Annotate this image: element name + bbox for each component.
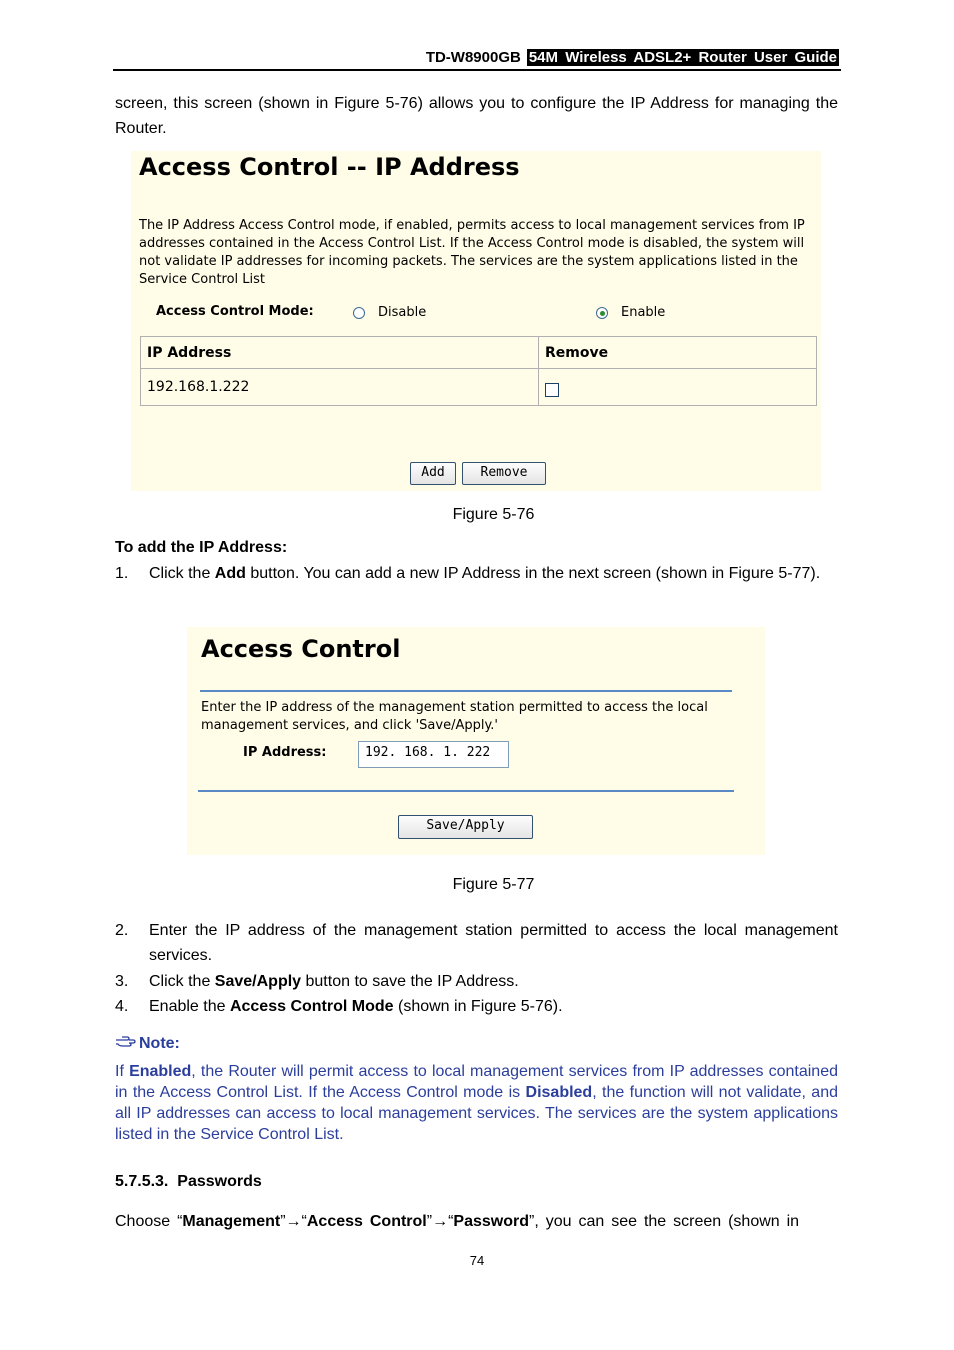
choose-password: Password	[453, 1213, 529, 1230]
disable-radio[interactable]	[353, 307, 365, 319]
page-number: 74	[469, 1253, 485, 1268]
step-3	[115, 969, 838, 994]
step-4	[115, 994, 838, 1019]
column-header-ip-address: IP Address	[141, 337, 539, 369]
step-4-bold: Access Control Mode	[229, 998, 394, 1015]
step-2-number: 2.	[115, 922, 129, 939]
remove-button[interactable]: Remove	[462, 462, 546, 485]
step-1-pre: Click the	[149, 565, 215, 582]
page-header	[426, 49, 839, 66]
figure77-caption: Figure 5-77	[452, 876, 535, 893]
note-text	[115, 1061, 838, 1145]
note-t1: If	[115, 1063, 130, 1080]
figure76-description: The IP Address Access Control mode, if enabled, permits access to local management services from IP addresses contained in the Access Control List. If the Access Control mode is disabled, the system will not validate IP addresses for incoming packets. The services are the system applications listed in the Service Control List	[139, 218, 805, 287]
header-guide-title: 54M Wireless ADSL2+ Router User Guide	[528, 49, 837, 66]
note-t3: , the function will not validate, and all IP addresses can access to local management services. The services are the system applications listed in the Service Control List.	[115, 1084, 838, 1143]
step-2	[115, 918, 838, 968]
step-1-number: 1.	[115, 565, 129, 582]
step-4-text	[149, 994, 838, 1019]
choose-t2: ”, you can see the screen (shown in	[529, 1213, 800, 1230]
figure-5-76	[131, 151, 821, 491]
remove-checkbox[interactable]	[545, 383, 559, 397]
save-apply-button[interactable]: Save/Apply	[398, 815, 533, 839]
note-t2: , the Router will permit access to local management services from IP addresses contained in the Access Control List. If the Access Control mode is	[115, 1063, 838, 1101]
figure77-top-rule	[200, 690, 732, 692]
choose-arrow-1: ”→“	[280, 1213, 307, 1230]
figure76-caption: Figure 5-76	[452, 506, 535, 523]
note-label: Note:	[139, 1035, 180, 1052]
choose-paragraph	[115, 1209, 838, 1234]
table-row	[141, 369, 817, 406]
subsection-number: 5.7.5.3.	[115, 1173, 169, 1190]
intro-paragraph: screen, this screen (shown in Figure 5-76) allows you to configure the IP Address for managing the Router.	[115, 95, 838, 137]
step-4-post: (shown in Figure 5-76).	[393, 998, 563, 1015]
figure77-bottom-rule	[198, 790, 734, 792]
section-heading: To add the IP Address:	[115, 539, 288, 556]
pointing-hand-svg	[115, 1034, 137, 1048]
add-button[interactable]: Add	[410, 462, 456, 485]
header-model: TD-W8900GB	[425, 49, 521, 66]
step-2-text: Enter the IP address of the management station permitted to access the local management services.	[149, 922, 838, 964]
disable-radio-label: Disable	[378, 305, 427, 320]
choose-arrow-2: ”→“	[426, 1213, 454, 1230]
subsection-heading	[115, 1173, 262, 1191]
header-rule	[113, 69, 841, 71]
figure76-title: Access Control -- IP Address	[139, 153, 520, 181]
note-disabled: Disabled	[525, 1084, 593, 1101]
step-3-bold: Save/Apply	[214, 973, 302, 990]
step-4-number: 4.	[115, 998, 129, 1015]
column-header-remove: Remove	[539, 337, 817, 369]
step-1-text	[149, 561, 838, 586]
pointing-hand-icon	[115, 1034, 139, 1053]
note-heading	[115, 1034, 180, 1053]
step-4-pre: Enable the	[149, 998, 230, 1015]
step-1	[115, 561, 838, 611]
note-enabled: Enabled	[129, 1063, 192, 1080]
enable-radio[interactable]	[596, 307, 608, 319]
figure77-description: Enter the IP address of the management station permitted to access the local management services, and click 'Save/Apply.'	[201, 700, 708, 733]
ip-address-input[interactable]: 192. 168. 1. 222	[358, 741, 509, 768]
subsection-title: Passwords	[177, 1173, 262, 1190]
step-1-bold: Add	[214, 565, 246, 582]
enable-radio-label: Enable	[621, 305, 666, 320]
access-control-table	[140, 336, 817, 406]
step-3-post: button to save the IP Address.	[301, 973, 519, 990]
choose-management: Management	[182, 1213, 281, 1230]
ip-address-label: IP Address:	[243, 745, 327, 760]
figure77-title: Access Control	[201, 635, 401, 663]
ip-address-cell: 192.168.1.222	[141, 369, 539, 406]
step-3-text	[149, 969, 838, 994]
remove-cell	[539, 369, 817, 406]
step-3-pre: Click the	[149, 973, 215, 990]
choose-access-control: Access Control	[306, 1213, 427, 1230]
access-control-mode-label: Access Control Mode:	[156, 304, 314, 319]
step-3-number: 3.	[115, 973, 129, 990]
step-1-post: button. You can add a new IP Address in the next screen (shown in Figure 5-77).	[245, 565, 821, 582]
choose-t1: Choose “	[115, 1213, 183, 1230]
figure-5-77	[187, 627, 765, 855]
table-header-row	[141, 337, 817, 369]
